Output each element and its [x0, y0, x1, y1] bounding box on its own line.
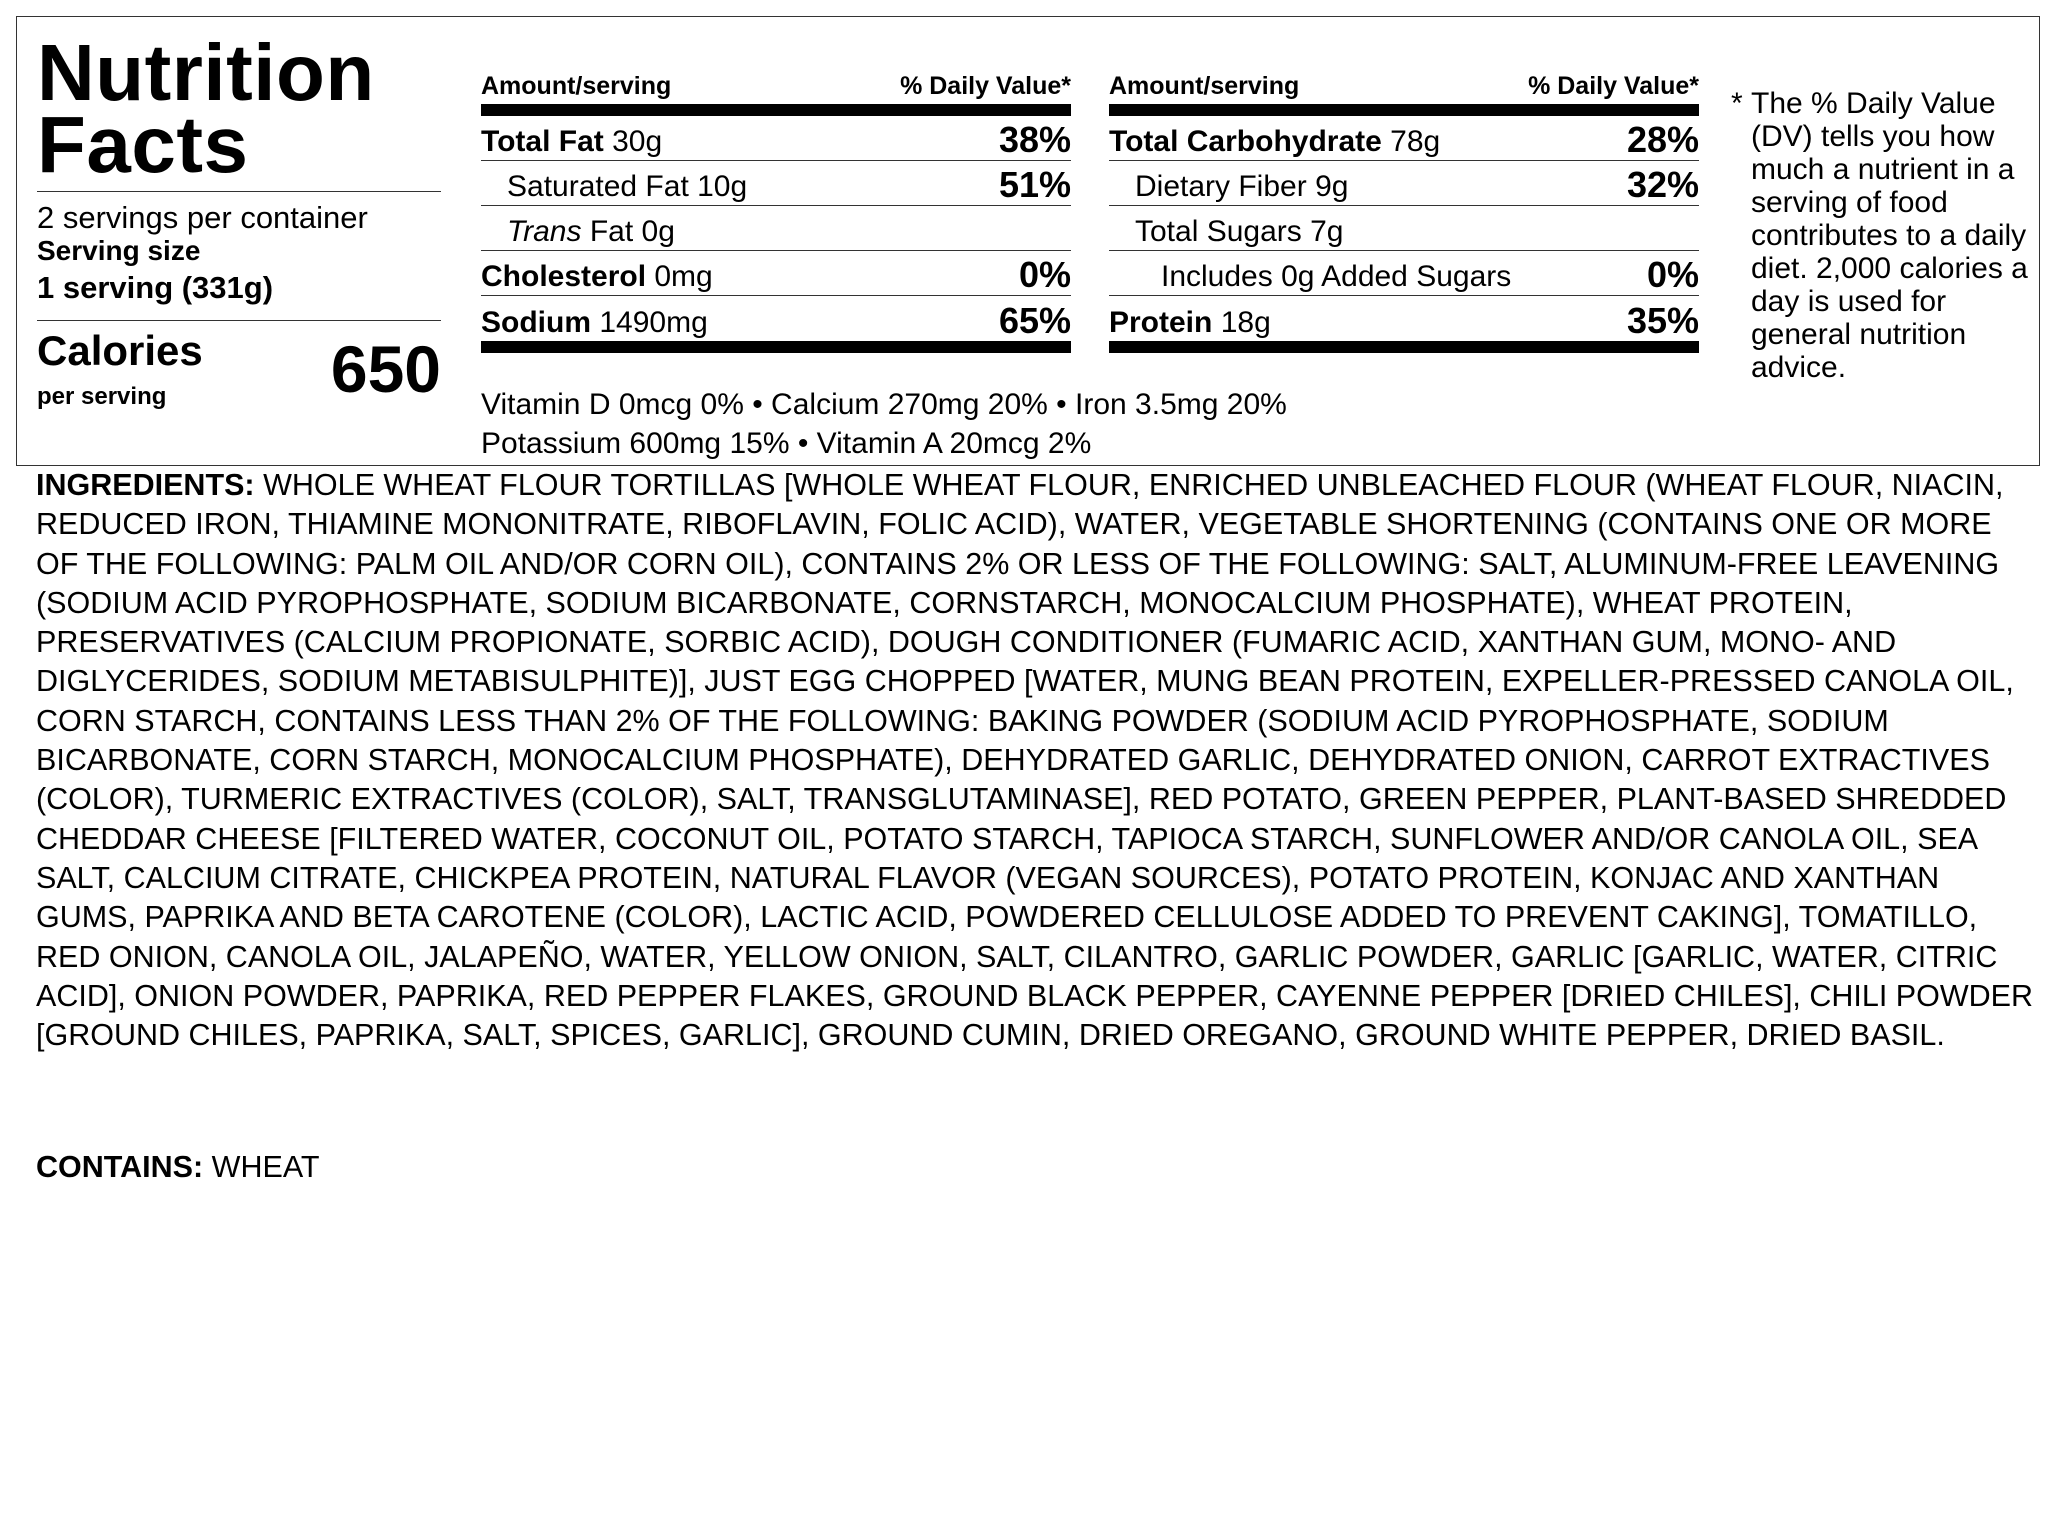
ingredients-text: WHOLE WHEAT FLOUR TORTILLAS [WHOLE WHEAT FLOUR, ENRICHED UNBLEACHED FLOUR (WHEAT FLOUR, NIACIN, REDUCED IRON, THIAMINE MONONITRATE, RIBOFLAVIN, FOLIC ACID), WATER, VEGETABLE SHORTENING (CONTAINS ONE OR MORE OF THE FOLLOWING: PALM OIL AND/OR CORN OIL), CONTAINS 2% OR LESS OF THE FOLLOWING: SALT, ALUMINUM-FREE LEAVENING (SODIUM ACID PYROPHOSPHATE, SODIUM BICARBONATE, CORNSTARCH, MONOCALCIUM PHOSPHATE), WHEAT PROTEIN, PRESERVATIVES (CALCIUM PROPIONATE, SORBIC ACID), DOUGH CONDITIONER (FUMARIC ACID, XANTHAN GUM, MONO- AND DIGLYCERIDES, SODIUM METABISULPHITE)], JUST EGG CHOPPED [WATER, MUNG BEAN PROTEIN, EXPELLER-PRESSED CANOLA OIL, CORN STARCH, CONTAINS LESS THAN 2% OF THE FOLLOWING: BAKING POWDER (SODIUM ACID PYROPHOSPHATE, SODIUM BICARBONATE, CORN STARCH, MONOCALCIUM PHOSPHATE), DEHYDRATED GARLIC, DEHYDRATED ONION, CARROT EXTRACTIVES (COLOR), TURMERIC EXTRACTIVES (COLOR), SALT, TRANSGLUTAMINASE], RED POTATO, GREEN PEPPER, PLANT-BASED SHREDDED CHEDDAR CHEESE [FILTERED WATER, COCONUT OIL, POTATO STARCH, TAPIOCA STARCH, SUNFLOWER AND/OR CANOLA OIL, SEA SALT, CALCIUM CITRATE, CHICKPEA PROTEIN, NATURAL FLAVOR (VEGAN SOURCES), POTATO PROTEIN, KONJAC AND XANTHAN GUMS, PAPRIKA AND BETA CAROTENE (COLOR), LACTIC ACID, POWDERED CELLULOSE ADDED TO PREVENT CAKING], TOMATILLO, RED ONION, CANOLA OIL, JALAPEÑO, WATER, YELLOW ONION, SALT, CILANTRO, GARLIC POWDER, GARLIC [GARLIC, WATER, CITRIC ACID], ONION POWDER, PAPRIKA, RED PEPPER FLAKES, GROUND BLACK PEPPER, CAYENNE PEPPER [DRIED CHILES], CHILI POWDER [GROUND CHILES, PAPRIKA, SALT, SPICES, GARLIC], GROUND CUMIN, DRIED OREGANO, GROUND WHITE PEPPER, DRIED BASIL. [36, 468, 2034, 1053]
calories-block [37, 327, 441, 417]
nutrient-name-italic: Trans [507, 215, 582, 248]
divider [37, 320, 441, 321]
nutrient-amount: 7g [1310, 215, 1344, 248]
ingredients-label: INGREDIENTS: [36, 468, 255, 502]
serving-size-value: 1 serving (331g) [37, 270, 274, 305]
nutrient-name: Sodium [481, 306, 591, 339]
nutrient-row-added-sugars [1109, 251, 1699, 296]
nutrient-amount: 0g [641, 215, 675, 248]
thick-rule [481, 104, 1071, 116]
contains-label: CONTAINS: [36, 1150, 204, 1184]
ingredients-statement [36, 466, 2036, 1055]
per-serving-label: per serving [37, 383, 167, 410]
thick-rule [1109, 341, 1699, 353]
nutrient-name: Total Fat [481, 125, 604, 158]
nutrient-dv: 0% [1646, 254, 1699, 295]
nutrient-table-right [1109, 72, 1699, 353]
micronutrients-line-2: Potassium 600mg 15% • Vitamin A 20mcg 2% [481, 427, 1092, 460]
nutrient-row-cholesterol [481, 251, 1071, 296]
calories-value: 650 [330, 332, 441, 406]
nutrient-name: Fat [589, 215, 634, 248]
nutrient-name: Protein [1109, 306, 1213, 339]
nutrient-dv: 35% [1626, 300, 1699, 341]
nutrient-name: Total Sugars [1135, 215, 1302, 248]
allergen-statement [36, 1147, 320, 1187]
nutrient-row-dietary-fiber [1109, 161, 1699, 206]
nutrient-name: Cholesterol [481, 260, 647, 293]
nutrient-amount: 30g [612, 125, 663, 158]
nutrient-amount: 0mg [654, 260, 713, 293]
footnote-text: The % Daily Value (DV) tells you how much a nutrient in a serving of food contributes to a daily diet. 2,000 calories a day is used for general nutrition advice. [1751, 87, 2028, 384]
nutrition-summary [37, 28, 441, 417]
nutrient-amount: 10g [697, 170, 748, 203]
nutrient-row-protein [1109, 296, 1699, 341]
nutrient-dv: 51% [998, 164, 1071, 205]
nutrient-row-total-fat [481, 116, 1071, 161]
amount-header: Amount/serving [481, 72, 672, 100]
calories-label: Calories [37, 327, 203, 374]
nutrition-facts-panel [16, 16, 2040, 466]
nutrient-row-saturated-fat [481, 161, 1071, 206]
daily-value-header: % Daily Value* [1528, 72, 1699, 100]
nutrient-dv: 28% [1626, 119, 1699, 160]
footnote-asterisk: * [1731, 87, 1743, 120]
divider [37, 191, 441, 192]
nutrient-dv: 65% [998, 300, 1071, 341]
contains-text: WHEAT [211, 1150, 320, 1184]
nutrient-row-total-carbohydrate [1109, 116, 1699, 161]
nutrient-row-total-sugars [1109, 206, 1699, 251]
nutrient-amount: 18g [1220, 306, 1271, 339]
nutrient-table-left [481, 72, 1071, 353]
nutrient-name: Dietary Fiber [1135, 170, 1307, 203]
daily-value-header: % Daily Value* [900, 72, 1071, 100]
daily-value-footnote [1731, 87, 2031, 384]
nutrient-dv: 32% [1626, 164, 1699, 205]
nutrient-name: Saturated Fat [507, 170, 689, 203]
nutrient-amount: 9g [1315, 170, 1349, 203]
nutrient-dv: 38% [998, 119, 1071, 160]
amount-header: Amount/serving [1109, 72, 1300, 100]
table-header [1109, 72, 1699, 104]
nutrient-name: Includes 0g Added Sugars [1161, 260, 1512, 293]
micronutrients-line-1: Vitamin D 0mcg 0% • Calcium 270mg 20% • Iron 3.5mg 20% [481, 388, 1287, 421]
servings-per-container: 2 servings per container [37, 200, 368, 235]
panel-title: Nutrition Facts [37, 28, 375, 189]
serving-size-label: Serving size [37, 235, 201, 266]
nutrient-name: Total Carbohydrate [1109, 125, 1382, 158]
nutrient-dv: 0% [1018, 254, 1071, 295]
thick-rule [481, 341, 1071, 353]
nutrient-row-trans-fat [481, 206, 1071, 251]
nutrient-amount: 1490mg [599, 306, 708, 339]
nutrient-amount: 78g [1390, 125, 1441, 158]
thick-rule [1109, 104, 1699, 116]
micronutrients [481, 385, 1481, 463]
nutrient-row-sodium [481, 296, 1071, 341]
table-header [481, 72, 1071, 104]
